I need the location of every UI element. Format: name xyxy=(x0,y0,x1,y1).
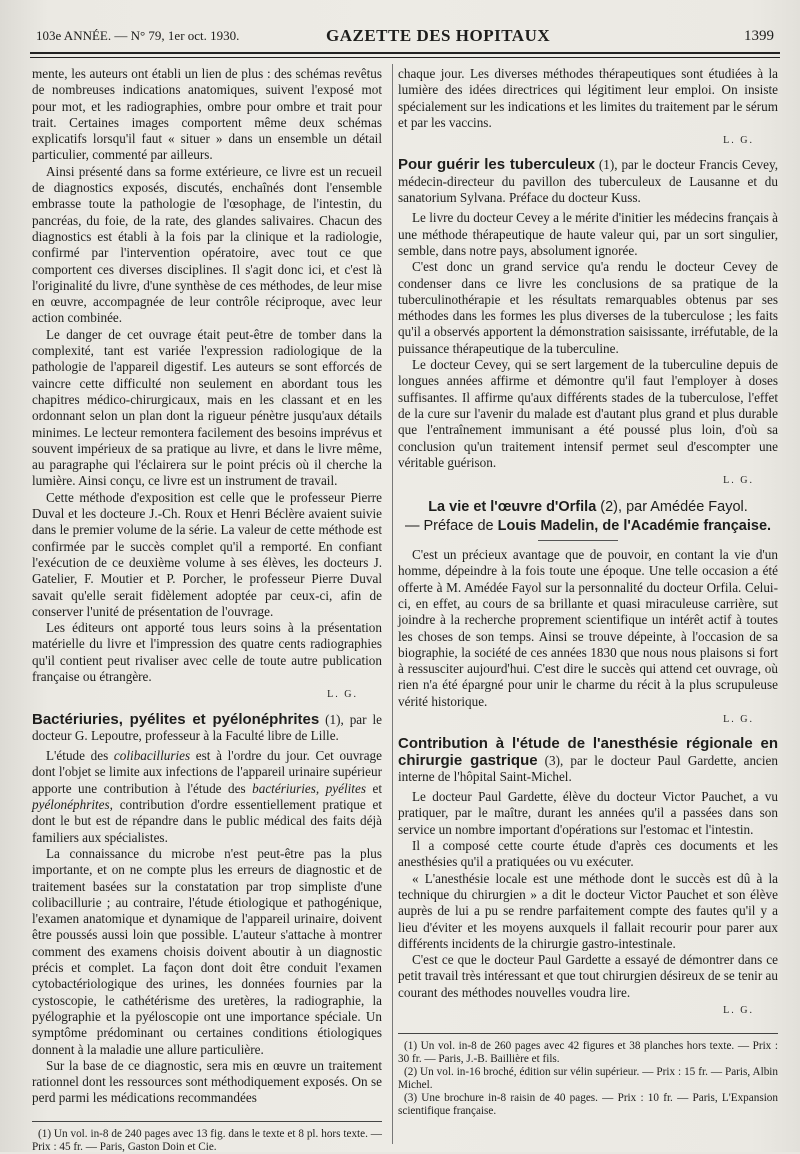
paragraph: Il a composé cette courte étude d'après ces documents et les anesthésies qu'il a pratiquées ou vu exécuter. xyxy=(398,838,778,870)
text-run: et xyxy=(365,780,382,796)
footnote-rule xyxy=(398,1033,778,1034)
review-heading xyxy=(398,157,778,206)
paragraph: Cette méthode d'exposition est celle que le professeur Pierre Duval et les docteure J.-Ch. Roux et Henri Béclère avaient suivie dans le premier volume de la série. La valeur de cette méthode est confirmée par le succès complet qu'il a remporté. En confiant l'exécution de ce deuxième volume à ses élèves, les docteurs J. Gatelier, F. Moutier et P. Porcher, le professeur Pierre Duval savait qu'elle serait fidèlement adoptée par ceux-ci, afin de conserver l'unité de présentation de l'ouvrage. xyxy=(32,489,382,619)
page-number: 1399 xyxy=(744,28,774,44)
paragraph: chaque jour. Les diverses méthodes thérapeutiques sont étudiées à la lumière des idées directrices qui légitiment leur emploi. On insiste spécialement sur les indications et les limites du traitement par le sérum et par les vaccins. xyxy=(398,66,778,130)
paragraph: mente, les auteurs ont établi un lien de plus : des schémas revêtus de nombreuses indications anatomiques, suivent l'exposé mot pour mot, et les radiographies, ombre pour ombre et trait pour trait. Certaines images comportent même deux schémas explicatifs lorsqu'il faut « situer » dans un ensemble un détail particulier, commenté par ailleurs. xyxy=(32,66,382,163)
preface-author: Louis Madelin, de l'Académie française. xyxy=(497,517,772,534)
review-title: La vie et l'œuvre d'Orfila xyxy=(428,499,597,516)
review-heading xyxy=(398,499,778,515)
header-rule-thin xyxy=(30,57,780,58)
signature: L. G. xyxy=(723,135,754,147)
left-column xyxy=(32,66,382,1154)
signature: L. G. xyxy=(723,1005,754,1017)
paragraph: Le livre du docteur Cevey a le mérite d'initier les médecins français à une méthode thérapeutique de haute valeur qui, par un sort singulier, semble, dans notre pays, absolument ignorée. xyxy=(398,210,778,258)
signature: L. G. xyxy=(723,713,754,725)
text-run: , contribution d'ordre essentiellement pratique et dont le but est de répandre dans le public médical des faits déjà familiers aux spécialistes. xyxy=(32,797,382,845)
review-heading xyxy=(398,736,778,785)
paragraph: C'est donc un grand service qu'a rendu le docteur Cevey de condenser dans ce livre les conclusions de sa pratique de la tuberculinothérapie et les résultats remarquables obtenus par ses méthodes dans les formes les plus diverses de la tuberculose ; les faits qu'il a observés apportent la démonstration saisissante, irréfutable, de la puissance thérapeutique de la tuberculine. xyxy=(398,259,778,356)
issue-info: 103e ANNÉE. — N° 79, 1er oct. 1930. xyxy=(36,28,240,43)
review-byline: (1), par le docteur Francis Cevey, médecin-directeur du pavillon des tuberculeux de Lausanne et du sanatorium Sylvana. Préface du docteur Kuss. xyxy=(398,157,778,206)
italic-term: bactériuries, pyélites xyxy=(252,780,366,796)
italic-term: colibacilluries xyxy=(113,748,191,764)
review-preface xyxy=(398,518,778,534)
header-rule xyxy=(30,52,780,54)
review-byline: (1), par le docteur G. Lepoutre, professeur à la Faculté libre de Lille. xyxy=(32,711,382,743)
footnote: (2) Un vol. in-16 broché, édition sur vélin supérieur. — Prix : 15 fr. — Paris, Albin Michel. xyxy=(398,1066,778,1092)
footnote-rule xyxy=(32,1121,382,1122)
journal-title: GAZETTE DES HOPITAUX xyxy=(326,26,551,45)
footnote: (1) Un vol. in-8 de 240 pages avec 13 fig. dans le texte et 8 pl. hors texte. — Prix : 45 fr. — Paris, Gaston Doin et Cie. xyxy=(32,1127,382,1153)
section-rule xyxy=(538,540,618,541)
paragraph: Le danger de cet ouvrage était peut-être de tomber dans la complexité, tant est variée l'expression radiologique de la pathologie de l'appareil digestif. Les auteurs se sont efforcés de vaincre cette difficulté non seulement en abordant tous les chapitres médico-chirurgicaux, mais en les classant et en les ordonnant selon un plan dont la rigueur pénètre jusqu'aux détails minimes. Le lecteur remontera facilement des besoins imprévus et souvent impérieux de sa pratique au livre, et dans le livre même, au paragraphe qui l'éclairera sur le point précis où il cherche la lumière. Ainsi conçu, ce livre est un instrument de travail. xyxy=(32,326,382,489)
paragraph: Le docteur Paul Gardette, élève du docteur Victor Pauchet, a vu pratiquer, par le maître, durant les années qu'il a passées dans son service un nombre important d'opérations sur l'estomac et l'intestin. xyxy=(398,789,778,837)
paragraph: C'est un précieux avantage que de pouvoir, en contant la vie d'un homme, dépeindre à la fois toute une époque. Une telle occasion a été offerte à M. Amédée Fayol sur la personnalité du docteur Orfila. Celui-ci, en effet, au cours de sa brillante et quasi miraculeuse carrière, sut joindre à la recherche proprement scientifique un intérêt actif à toutes les choses de son temps. Ainsi se trouve dépeinte, à l'occasion de sa biographie, la société de ces années 1830 que nous nous plaisons si fort à ressusciter aujourd'hui. C'est dire le succès qui attend cet ouvrage, où rien n'a été épargné pour unir le charme du récit à la plus scrupuleuse vérité historique. xyxy=(398,547,778,709)
italic-term: pyélonéphrites xyxy=(32,797,110,813)
text-run: est à l'ordre du jour. Cet ouvrage dont l'objet se limite aux infections de l'appareil urinaire supérieur apporte une contribution à l'étude des xyxy=(32,748,382,796)
signature: L. G. xyxy=(723,475,754,487)
review-heading xyxy=(32,712,382,745)
review-title: Pour guérir les tuberculeux xyxy=(398,156,595,174)
footnote: (1) Un vol. in-8 de 260 pages avec 42 figures et 38 planches hors texte. — Prix : 30 fr. — Paris, J.-B. Baillière et fils. xyxy=(398,1040,778,1066)
paragraph: Sur la base de ce diagnostic, sera mis en œuvre un traitement rationnel dont les ressources sont méthodiquement exposés. On se perd parmi les médications recommandées xyxy=(32,1057,382,1106)
review-byline: (2), par Amédée Fayol. xyxy=(596,499,748,516)
review-byline: (3), par le docteur Paul Gardette, ancien interne de l'hôpital Saint-Michel. xyxy=(398,752,779,784)
signature: L. G. xyxy=(327,689,358,701)
paragraph: Le docteur Cevey, qui se sert largement de la tuberculine depuis de longues années affirme et démontre qu'il faut l'employer à doses suffisantes. Il affirme qu'aux différents stades de la tuberculose, l'effet de la cure sur l'avenir du malade est d'autant plus grand et plus durable que l'entraînement immunisant a été poussé plus loin, d'où sa conclusion qu'un traitement intensif permet seul d'escompter une véritable guérison. xyxy=(398,357,778,470)
paragraph: « L'anesthésie locale est une méthode dont le succès est dû à la technique du chirurgien » a dit le docteur Victor Pauchet et son élève auprès de lui a pu se rendre parfaitement compte des fautes qu'il y a lieu d'éviter et les moyens auxquels il fallait recourir pour parer aux différents incidents de la chirurgie gastro-intestinale. xyxy=(398,870,778,951)
paragraph xyxy=(32,748,382,846)
text-run: L'étude des xyxy=(46,748,114,764)
paragraph: La connaissance du microbe n'est peut-être pas la plus importante, et on ne compte plus les erreurs de diagnostic et de traitement basées sur la constatation par trop simpliste d'une colibacillurie ; au contraire, l'étude étiologique et pathogénique, l'examen anatomique et dynamique de l'appareil urinaire, doivent être poussés aussi loin que possible. L'auteur s'attache à montrer comment des examens choisis doivent aboutir à un diagnostic précis et complet. La façon dont doit être conduit l'examen cytobactériologique des urines, les données fournies par la cystoscopie, le cathétérisme des uretères, la radiographie, la pyélographie et la pyéloscopie ont une importance spéciale. Un symptôme prédominant ou certaines conditions étiologiques donnent à la maladie une allure particulière. xyxy=(32,845,382,1057)
right-column xyxy=(398,66,778,1118)
review-title: Contribution à l'étude de l'anesthésie régionale en chirurgie gastrique xyxy=(398,735,778,769)
paragraph: Ainsi présenté dans sa forme extérieure, ce livre est un recueil de diagnostics exposés, discutés, enchaînés dont l'ensemble embrasse toute la pathologie de l'œsophage, de l'intestin, du pancréas, du foie, de la rate, des glandes salivaires. Chacun des diagnostics est établi à la fois par la clinique et la radiologie, confirmé par l'intervention opératoire, avec tout ce que comportent ces diverses disciplines. Il s'agit donc ici, et c'est là l'originalité du livre, d'une synthèse de ces méthodes, de leur mise en œuvre, accompagnée de leur contrôle réciproque, avec leur action combinée. xyxy=(32,163,382,326)
running-header xyxy=(30,20,780,44)
paragraph: Les éditeurs ont apporté tous leurs soins à la présentation matérielle du livre et l'impression des quatre cents radiographies qu'il contient peut rivaliser avec celle de toute autre publication française ou étrangère. xyxy=(32,620,382,684)
footnote: (3) Une brochure in-8 raisin de 40 pages. — Prix : 10 fr. — Paris, L'Expansion scientifique française. xyxy=(398,1092,778,1118)
paragraph: C'est ce que le docteur Paul Gardette a essayé de démontrer dans ce petit travail très intéressant et que tout chirurgien désireux de se tenir au courant des méthodes nouvelles voudra lire. xyxy=(398,952,778,1000)
review-title: Bactériuries, pyélites et pyélonéphrites xyxy=(32,710,320,728)
column-divider xyxy=(392,64,393,1144)
text-run: — Préface de xyxy=(404,517,498,534)
